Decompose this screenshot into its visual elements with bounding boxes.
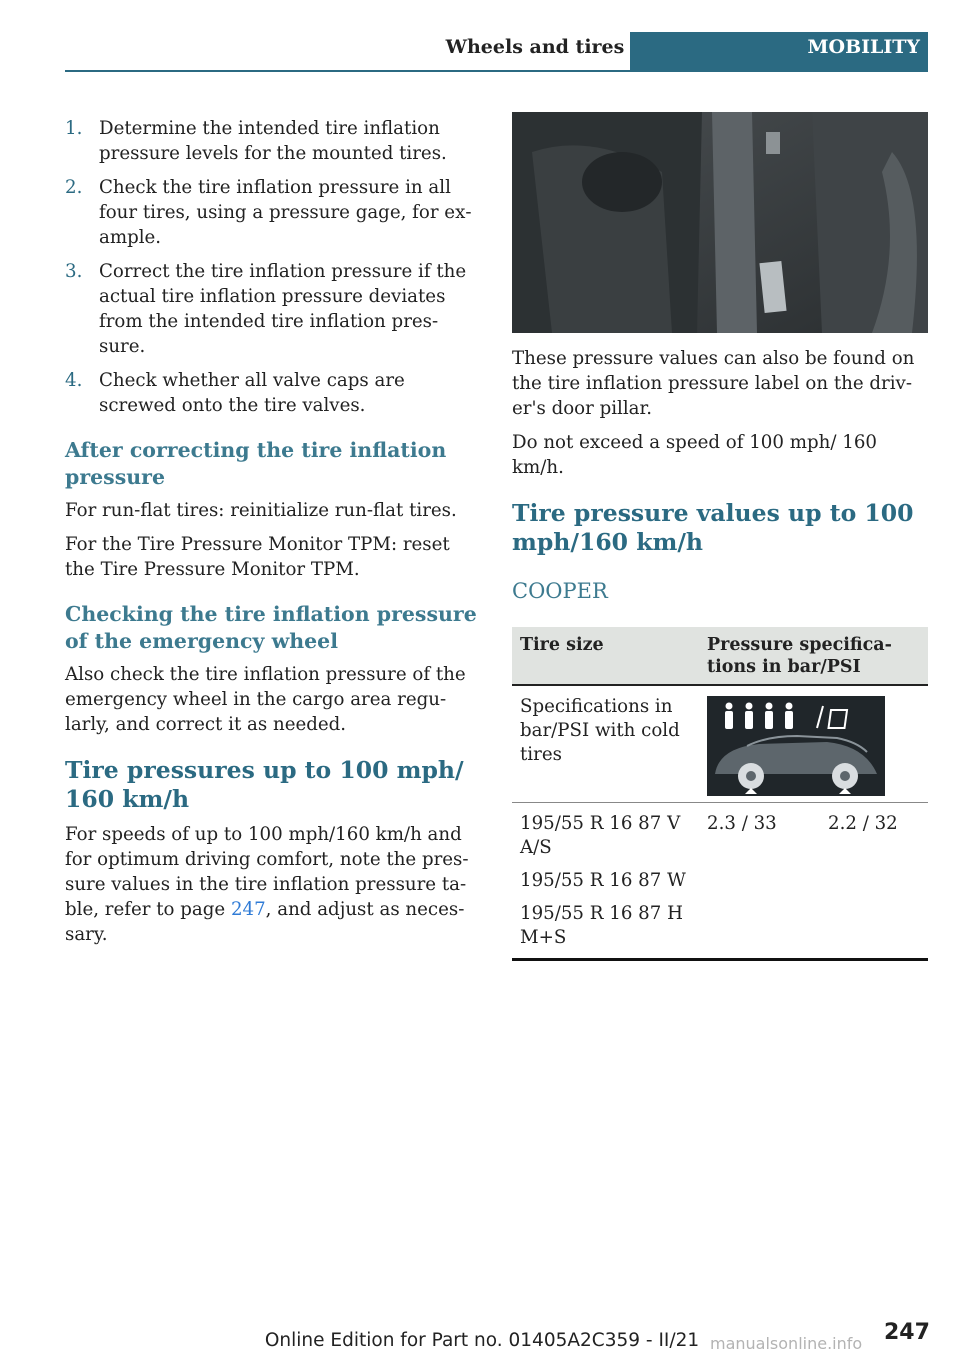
list-item [65,116,477,166]
tire-size: 195/55 R 16 87 V A/S [520,813,681,858]
step-number: 1. [65,118,83,139]
model-heading: COOPER [512,579,608,603]
speed-limit-paragraph: Do not exceed a speed of 100 mph/ 160 km/h. [512,432,877,478]
steps-list [65,116,477,418]
door-pillar-photo [512,112,928,333]
load-diagram [707,696,885,796]
step-text: Correct the tire inflation pressure if the actual tire inflation pressure deviates from the intended tire inflation pres‑ sure. [99,261,467,357]
left-column [65,116,477,956]
list-item [65,259,477,359]
run-flat-paragraph: For run-flat tires: reinitialize run-flat tires. [65,500,457,521]
page-number: 247 [884,1320,930,1345]
emergency-wheel-heading: Checking the tire inflation pressure of the emergency wheel [65,602,477,653]
spec-label: Specifications in bar/PSI with cold tires [512,685,699,803]
tire-size: 195/55 R 16 87 W [520,870,686,891]
pressures-text-end: , and adjust as neces‑ sary. [65,899,465,945]
section-title: Wheels and tires [445,36,625,58]
pressure-spec-header: Pressure specifica‑ tions in bar/PSI [699,627,928,685]
list-item [65,368,477,418]
after-correcting-heading: After correcting the tire inflation pressure [65,438,447,489]
header-rule [65,70,928,72]
pressures-text: For speeds of up to 100 mph/160 km/h and for optimum driving comfort, note the pres‑ sure values in the tire inflation pressure ta‑ ble, refer to page [65,824,469,920]
step-text: Check whether all valve caps are screwed onto the tire valves. [99,370,405,416]
page-link[interactable]: 247 [230,899,266,920]
values-heading: Tire pressure values up to 100 mph/160 km/h [512,499,914,556]
step-text: Check the tire inflation pressure in all four tires, using a pressure gage, for ex‑ ample. [99,177,472,248]
emergency-wheel-paragraph: Also check the tire inflation pressure of the emergency wheel in the cargo area regu‑ larly, and correct it as needed. [65,664,466,735]
tire-size: 195/55 R 16 87 H M+S [520,903,683,948]
car-load-icon [707,696,885,796]
step-text: Determine the intended tire inflation pressure levels for the mounted tires. [99,118,447,164]
load-diagram-cell [699,685,928,803]
door-pillar-image [512,112,928,333]
chapter-tab: MOBILITY [630,32,928,71]
tpm-paragraph: For the Tire Pressure Monitor TPM: reset the Tire Pressure Monitor TPM. [65,534,450,580]
front-pressure: 2.3 / 33 [699,803,820,960]
watermark: manualsonline.info [710,1334,863,1353]
step-number: 2. [65,177,83,198]
tire-size-header: Tire size [512,627,699,685]
right-column [512,112,928,961]
rear-pressure: 2.2 / 32 [820,803,928,960]
pressure-table [512,627,928,961]
list-item [65,175,477,250]
tire-sizes-cell [512,803,699,960]
label-location-paragraph: These pressure values can also be found on the tire inflation pressure label on the driv‑ er's door pillar. [512,348,915,419]
pressures-heading: Tire pressures up to 100 mph/ 160 km/h [65,756,464,813]
pressures-paragraph [65,822,477,947]
step-number: 4. [65,370,83,391]
step-number: 3. [65,261,83,282]
edition-note: Online Edition for Part no. 01405A2C359 - II/21 [264,1330,700,1351]
